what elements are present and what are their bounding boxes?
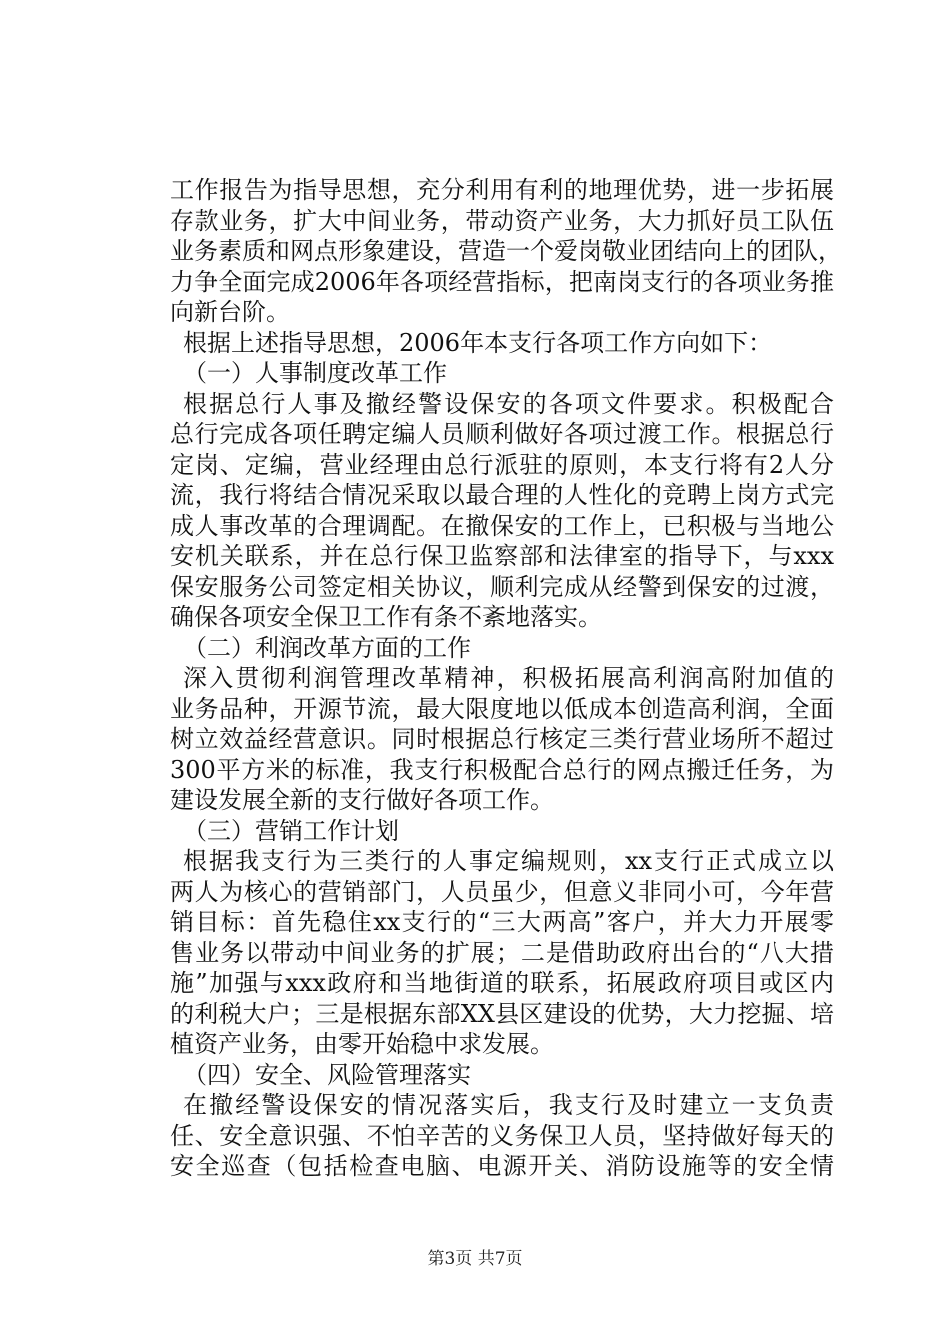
text-line: 定岗、定编，营业经理由总行派驻的原则，本支行将有2人分 xyxy=(170,450,834,479)
text-line: 的利税大户；三是根据东部XX县区建设的优势，大力挖掘、培 xyxy=(170,999,834,1028)
page-number-footer: 第3页 共7页 xyxy=(427,1249,523,1269)
text-line: 安全巡查（包括检查电脑、电源开关、消防设施等的安全情 xyxy=(170,1152,834,1180)
text-line: 流，我行将结合情况采取以最合理的人性化的竞聘上岗方式完 xyxy=(170,481,834,509)
text-line: 深入贯彻利润管理改革精神，积极拓展高利润高附加值的 xyxy=(183,664,834,692)
text-line: 植资产业务，由零开始稳中求发展。 xyxy=(170,1030,554,1058)
document-body xyxy=(170,175,842,1182)
text-line: 存款业务，扩大中间业务，带动资产业务，大力抓好员工队伍 xyxy=(170,206,834,235)
text-line: 两人为核心的营销部门，人员虽少，但意义非同小可，今年营 xyxy=(170,877,834,906)
text-line: 总行完成各项任聘定编人员顺利做好各项过渡工作。根据总行 xyxy=(170,420,834,448)
text-line: 业务素质和网点形象建设，营造一个爱岗敬业团结向上的团队， xyxy=(170,237,842,265)
section-heading-2: （二）利润改革方面的工作 xyxy=(183,633,471,662)
text-line: 销目标：首先稳住xx支行的“三大两高”客户，并大力开展零 xyxy=(170,908,834,936)
text-line: 成人事改革的合理调配。在撤保安的工作上，已积极与当地公 xyxy=(170,511,834,540)
text-line: 在撤经警设保安的情况落实后，我支行及时建立一支负责 xyxy=(183,1091,834,1119)
text-line: 根据我支行为三类行的人事定编规则，xx支行正式成立以 xyxy=(183,847,834,875)
text-line: 建设发展全新的支行做好各项工作。 xyxy=(170,786,554,814)
text-line: 业务品种，开源节流，最大限度地以低成本创造高利润，全面 xyxy=(170,694,834,723)
text-line: 300平方米的标准，我支行积极配合总行的网点搬迁任务，为 xyxy=(170,755,834,784)
section-heading-4: （四）安全、风险管理落实 xyxy=(183,1060,471,1089)
text-line: 工作报告为指导思想，充分利用有利的地理优势，进一步拓展 xyxy=(170,176,834,204)
text-line: 力争全面完成2006年各项经营指标，把南岗支行的各项业务推 xyxy=(170,267,834,296)
paragraph-intro: 根据上述指导思想，2006年本支行各项工作方向如下： xyxy=(183,328,773,357)
text-line: 任、安全意识强、不怕辛苦的义务保卫人员，坚持做好每天的 xyxy=(170,1121,834,1150)
section-heading-3: （三）营销工作计划 xyxy=(183,816,399,845)
text-line: 施”加强与xxx政府和当地街道的联系，拓展政府项目或区内 xyxy=(170,969,834,997)
text-line: 保安服务公司签定相关协议，顺利完成从经警到保安的过渡， xyxy=(170,572,834,601)
text-line: 安机关联系，并在总行保卫监察部和法律室的指导下，与xxx xyxy=(170,542,834,570)
text-line: 向新台阶。 xyxy=(170,298,290,326)
text-line: 确保各项安全保卫工作有条不紊地落实。 xyxy=(170,603,602,631)
section-heading-1: （一）人事制度改革工作 xyxy=(183,359,447,387)
text-line: 根据总行人事及撤经警设保安的各项文件要求。积极配合 xyxy=(183,389,834,418)
text-line: 售业务以带动中间业务的扩展；二是借助政府出台的“八大措 xyxy=(170,938,834,967)
text-line: 树立效益经营意识。同时根据总行核定三类行营业场所不超过 xyxy=(170,725,834,753)
